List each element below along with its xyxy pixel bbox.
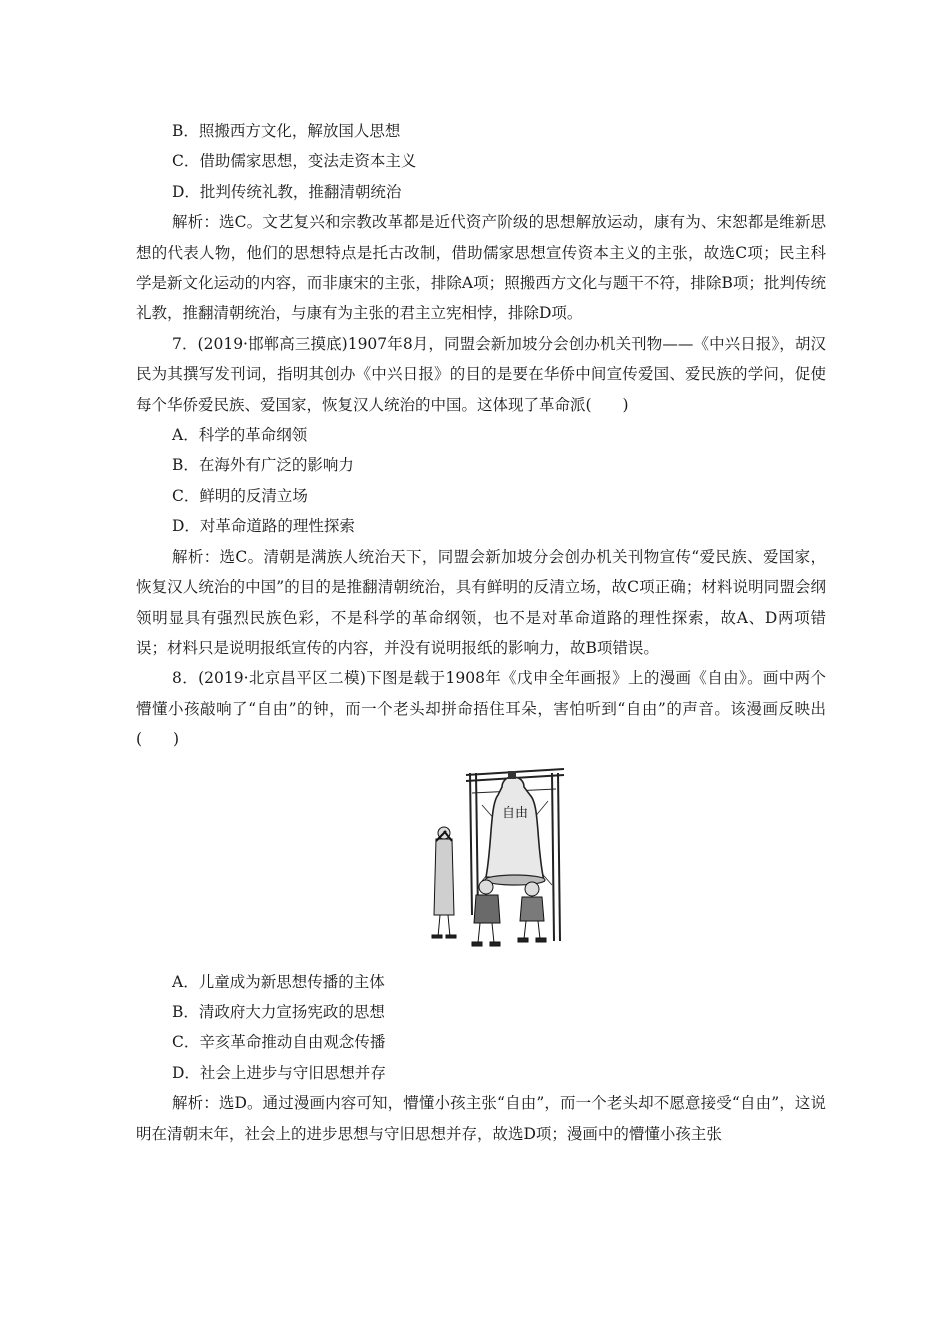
- q6-analysis: 解析：选C。文艺复兴和宗教改革都是近代资产阶级的思想解放运动，康有为、宋恕都是维新思想的代表人物，他们的思想特点是托古改制，借助儒家思想宣传资本主义的主张，故选C项；民主科学是新文化运动的内容，而非康宋的主张，排除A项；照搬西方文化与题干不符，排除B项；批判传统礼教，推翻清朝统治，与康有为主张的君主立宪相悖，排除D项。: [136, 213, 826, 323]
- q7-option-b: B．在海外有广泛的影响力: [172, 456, 354, 475]
- q6-option-c: C．借助儒家思想，变法走资本主义: [172, 152, 417, 171]
- q7-option-d: D．对革命道路的理性探索: [172, 517, 355, 536]
- q8-option-b: B．清政府大力宣扬宪政的思想: [172, 1002, 385, 1021]
- q8-option-d: D．社会上进步与守旧思想并存: [172, 1063, 386, 1082]
- bell-label: 自由: [501, 805, 529, 821]
- q6-option-b: B．照搬西方文化，解放国人思想: [172, 122, 401, 140]
- freedom-cartoon-image: [420, 765, 580, 955]
- q7-option-a: A．科学的革命纲领: [172, 426, 308, 445]
- q8-analysis: 解析：选D。通过漫画内容可知，懵懂小孩主张“自由”，而一个老头却不愿意接受“自由”，这说明在清朝末年，社会上的进步思想与守旧思想并存，故选D项；漫画中的懵懂小孩主张: [136, 1094, 826, 1143]
- q7-analysis: 解析：选C。清朝是满族人统治天下，同盟会新加坡分会创办机关刊物宣传“爱民族、爱国家，恢复汉人统治的中国”的目的是推翻清朝统治，具有鲜明的反清立场，故C项正确；材料说明同盟会纲领明显具有强烈民族色彩，不是科学的革命纲领，也不是对革命道路的理性探索，故A、D两项错误；材料只是说明报纸宣传的内容，并没有说明报纸的影响力，故B项错误。: [136, 547, 826, 657]
- q7-option-c: C．鲜明的反清立场: [172, 486, 308, 505]
- q6-option-d: D．批判传统礼教，推翻清朝统治: [172, 182, 402, 201]
- page-content: [136, 116, 826, 1149]
- q8-option-c: C．辛亥革命推动自由观念传播: [172, 1033, 386, 1052]
- cartoon-figure: [136, 755, 826, 967]
- q8-option-a: A．儿童成为新思想传播的主体: [172, 972, 385, 991]
- q8-stem: 8．(2019·北京昌平区二模)下图是载于1908年《戊申全年画报》上的漫画《自由》。画中两个懵懂小孩敲响了“自由”的钟，而一个老头却拼命捂住耳朵，害怕听到“自由”的声音。该漫画反映出( ): [136, 669, 826, 749]
- q7-stem: 7．(2019·邯郸高三摸底)1907年8月，同盟会新加坡分会创办机关刊物——《中兴日报》，胡汉民为其撰写发刊词，指明其创办《中兴日报》的目的是要在华侨中间宣传爱国、爱民族的学问，促使每个华侨爱民族、爱国家，恢复汉人统治的中国。这体现了革命派( ): [136, 334, 826, 414]
